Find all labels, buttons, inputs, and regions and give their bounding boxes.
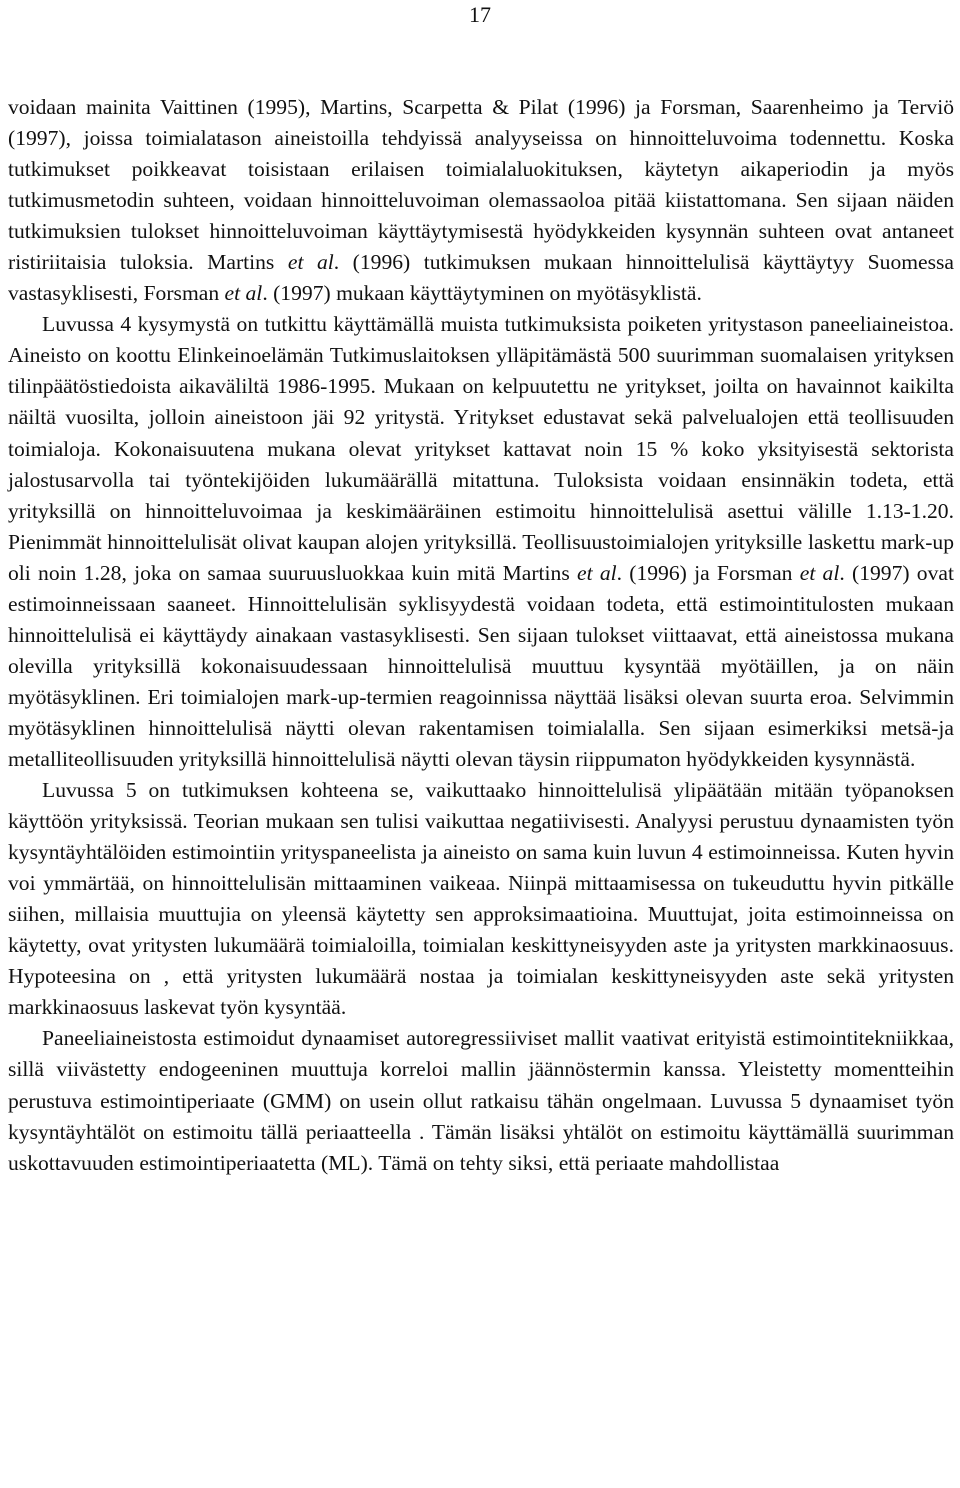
text-run: . (1997) ovat estimoinneissaan saaneet. Hinnoittelulisän syklisyydestä voidaan todeta, että estimointitulosten mukaan hinnoittelulisä ei käyttäydy ainakaan vastasyklisesti. Sen sijaan tulokset viittaavat, että aineistossa mukana olevilla yrityksillä kokonaisuudessaan hinnoittelulisä muuttuu kysyntää myötäillen, ja on näin myötäsyklinen. Eri toimialojen mark-up-termien reagoinnissa näyttää lisäksi olevan suurta eroa. Selvimmin myötäsyklinen hinnoittelulisä näytti olevan rakentamisen toimialalla. Sen sijaan esimerkiksi metsä-ja metalliteollisuuden yrityksillä hinnoittelulisä näytti olevan täysin riippumaton hyödykkeiden kysynnästä. xyxy=(8,560,954,771)
page-number: 17 xyxy=(469,2,491,27)
text-run: . (1996) tutkimuksen mukaan hinnoittelulisä käyttäytyy Suomessa vastasyklisesti, Forsman xyxy=(8,250,955,306)
text-run: . (1997) mukaan käyttäytyminen on myötäsyklistä. xyxy=(262,281,702,306)
paragraph xyxy=(8,775,954,1023)
text-run: Paneeliaineistosta estimoidut dynaamiset autoregressiiviset mallit vaativat erityistä estimointitekniikkaa, sillä viivästetty endogeeninen muuttuja korreloi mallin jäännöstermin kanssa. Yleistetty momentteihin perustuva estimointiperiaate (GMM) on usein ollut ratkaisu tähän ongelmaan. Luvussa 5 dynaamiset työn kysyntäyhtälöt on estimoitu tällä periaatteella . Tämän lisäksi yhtälöt on estimoitu käyttämällä suurimman uskottavuuden estimointiperiaatetta (ML). Tämä on tehty siksi, että periaate mahdollistaa xyxy=(8,1026,954,1175)
text-run: Luvussa 4 kysymystä on tutkittu käyttämällä muista tutkimuksista poiketen yritystason paneeliaineistoa. Aineisto on koottu Elinkeinoelämän Tutkimuslaitoksen ylläpitämästä 500 suurimman suomalaisen yrityksen tilinpäätöstiedoista aikaväliltä 1986-1995. Mukaan on kelpuutettu ne yritykset, joilta on havainnot kaikilta näiltä vuosilta, jolloin aineistoon jäi 92 yritystä. Yritykset edustavat sekä palvelualojen että teollisuuden toimialoja. Kokonaisuutena mukana olevat yritykset kattavat noin 15 % koko yksityisestä sektorista jalostusarvolla tai työntekijöiden lukumäärällä mitattuna. Tuloksista voidaan ensinnäkin todeta, että yrityksillä on hinnoitteluvoimaa ja keskimääräinen estimoitu hinnoittelulisä asettui välille 1.13-1.20. Pienimmät hinnoittelulisät olivat kaupan alojen yrityksillä. Teollisuustoimialojen yrityksille laskettu mark-up oli noin 1.28, joka on samaa suuruusluokkaa kuin mitä Martins xyxy=(8,312,954,585)
text-run: voidaan mainita Vaittinen (1995), Martins, Scarpetta & Pilat (1996) ja Forsman, Saarenheimo ja Terviö (1997), joissa toimialatason aineistoilla tehdyissä analyyseissa on hinnoitteluvoima todennettu. Koska tutkimukset poikkeavat toisistaan erilaisen toimialaluokituksen, käytetyn aikaperiodin ja myös tutkimusmetodin suhteen, voidaan hinnoitteluvoiman olemassaoloa pitää kiistattomana. Sen sijaan näiden tutkimuksien tulokset hinnoitteluvoiman käyttäytymisestä hyödykkeiden kysynnän suhteen ovat antaneet ristiriitaisia tuloksia. Martins xyxy=(8,95,954,275)
italic-text-run: et al xyxy=(224,281,263,306)
text-run: . (1996) ja Forsman xyxy=(616,560,800,585)
italic-text-run: et al xyxy=(577,560,617,585)
italic-text-run: et al xyxy=(287,250,334,275)
body-text xyxy=(8,92,954,1179)
paragraph xyxy=(8,309,954,775)
paragraph xyxy=(8,92,954,309)
italic-text-run: et al xyxy=(799,560,840,585)
text-run: Luvussa 5 on tutkimuksen kohteena se, vaikuttaako hinnoittelulisä ylipäätään mitään työpanoksen käyttöön yrityksissä. Teorian mukaan sen tulisi vaikuttaa negatiivisesti. Analyysi perustuu dynaamisten työn kysyntäyhtälöiden estimointiin yrityspaneelista ja aineisto on sama kuin luvun 4 estimoinneissa. Kuten hyvin voi ymmärtää, on hinnoittelulisän mittaaminen vaikeaa. Niinpä mittaamisessa on tukeuduttu hyvin pitkälle siihen, millaisia muuttujia on yleensä käytetty sen approksimaatioina. Muuttujat, joita estimoinneissa on käytetty, ovat yritysten lukumäärä toimialoilla, toimialan keskittyneisyyden aste ja yritysten markkinaosuus. Hypoteesina on , että yritysten lukumäärä nostaa ja toimialan keskittyneisyyden aste sekä yritysten markkinaosuus laskevat työn kysyntää. xyxy=(8,778,954,1020)
paragraph xyxy=(8,1023,954,1178)
